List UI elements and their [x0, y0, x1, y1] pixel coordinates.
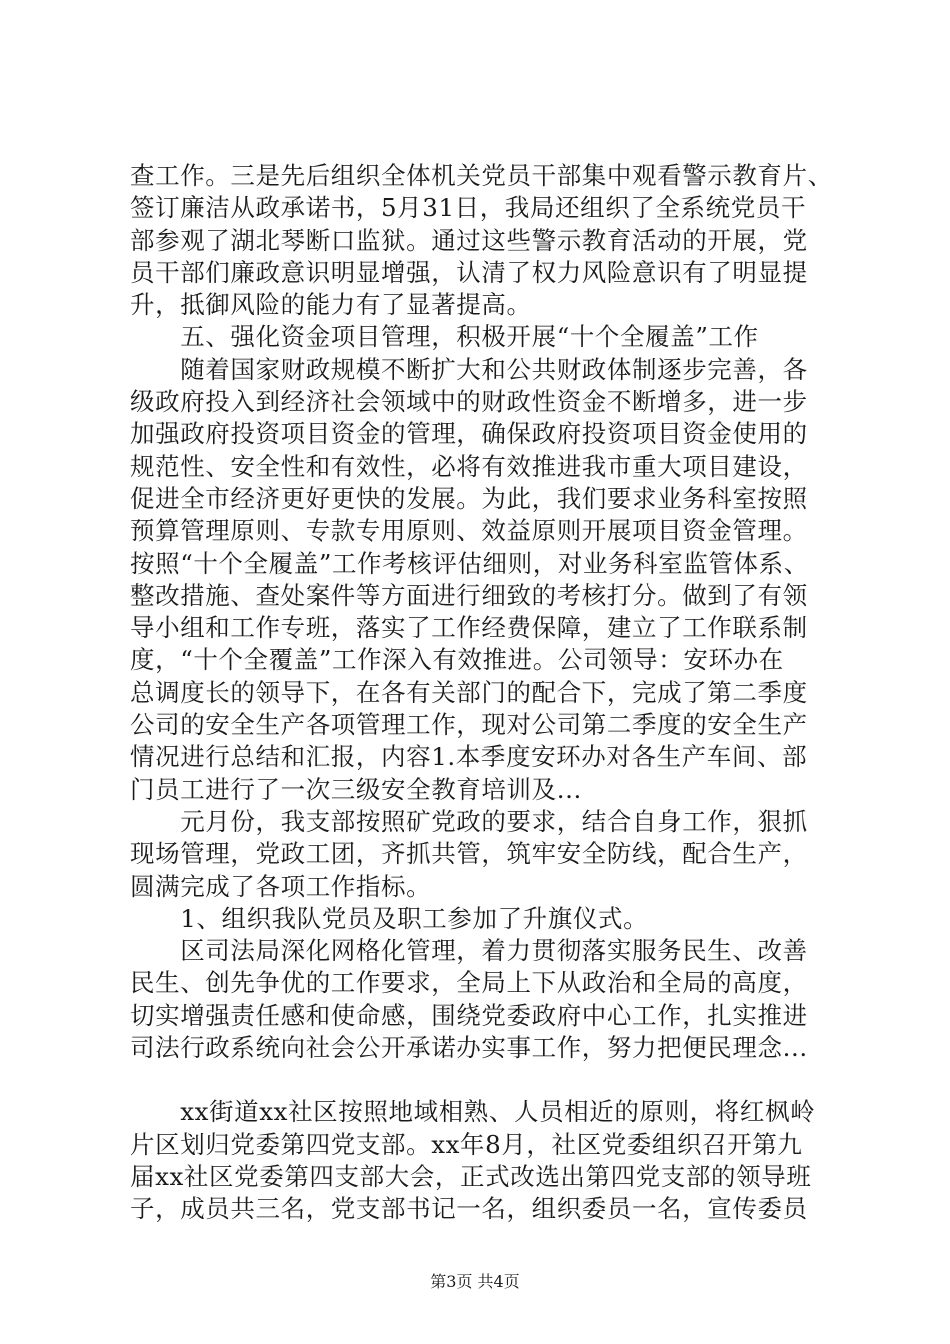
paragraph-gap [130, 1064, 840, 1096]
text-line: 子，成员共三名，党支部书记一名，组织委员一名，宣传委员 [130, 1194, 808, 1224]
text-line: xx街道xx社区按照地域相熟、人员相近的原则，将红枫岭 [130, 1097, 816, 1127]
text-line: 司法行政系统向社会公开承诺办实事工作，努力把便民理念... [130, 1033, 808, 1063]
text-line: 现场管理，党政工团，齐抓共管，筑牢安全防线，配合生产， [130, 839, 808, 869]
text-line: 促进全市经济更好更快的发展。为此，我们要求业务科室按照 [130, 483, 808, 513]
text-line: 按照“十个全履盖”工作考核评估细则，对业务科室监管体系、 [130, 548, 809, 578]
text-line: 民生、创先争优的工作要求，全局上下从政治和全局的高度， [130, 968, 808, 998]
text-line: 员干部们廉政意识明显增强，认清了权力风险意识有了明显提 [130, 257, 808, 287]
text-line: 规范性、安全性和有效性，必将有效推进我市重大项目建设， [130, 451, 808, 481]
text-line: 级政府投入到经济社会领域中的财政性资金不断增多，进一步 [130, 387, 808, 417]
text-line: 公司的安全生产各项管理工作，现对公司第二季度的安全生产 [130, 710, 808, 740]
page-footer: 第3页 共4页 [430, 1272, 520, 1291]
text-line: 升，抵御风险的能力有了显著提高。 [130, 290, 532, 320]
text-line: 届xx社区党委第四支部大会，正式改选出第四党支部的领导班 [130, 1161, 812, 1191]
text-line: 门员工进行了一次三级安全教育培训及... [130, 774, 582, 804]
text-line: 预算管理原则、专款专用原则、效益原则开展项目资金管理。 [130, 516, 808, 546]
document-body [130, 160, 840, 1226]
text-line: 元月份，我支部按照矿党政的要求，结合自身工作，狠抓 [130, 806, 808, 836]
text-line: 情况进行总结和汇报，内容1.本季度安环办对各生产车间、部 [130, 742, 808, 772]
text-line: 片区划归党委第四党支部。xx年8月，社区党委组织召开第九 [130, 1129, 803, 1159]
text-line: 切实增强责任感和使命感，围绕党委政府中心工作，扎实推进 [130, 1000, 808, 1030]
text-line: 圆满完成了各项工作指标。 [130, 871, 432, 901]
text-line: 查工作。三是先后组织全体机关党员干部集中观看警示教育片、 [130, 161, 833, 190]
text-line: 总调度长的领导下，在各有关部门的配合下，完成了第二季度 [130, 677, 808, 707]
text-line: 加强政府投资项目资金的管理，确保政府投资项目资金使用的 [130, 419, 808, 449]
text-line: 导小组和工作专班，落实了工作经费保障，建立了工作联系制 [130, 613, 808, 643]
text-line: 五、强化资金项目管理，积极开展“十个全履盖”工作 [130, 322, 759, 352]
text-line: 区司法局深化网格化管理，着力贯彻落实服务民生、改善 [130, 936, 808, 966]
text-line: 签订廉洁从政承诺书，5月31日，我局还组织了全系统党员干 [130, 193, 807, 223]
text-line: 度，“十个全覆盖”工作深入有效推进。公司领导：安环办在 [130, 645, 784, 675]
text-line: 随着国家财政规模不断扩大和公共财政体制逐步完善，各 [130, 354, 808, 384]
text-line: 1、组织我队党员及职工参加了升旗仪式。 [130, 903, 649, 933]
text-line: 部参观了湖北琴断口监狱。通过这些警示教育活动的开展，党 [130, 225, 808, 255]
text-line: 整改措施、查处案件等方面进行细致的考核打分。做到了有领 [130, 580, 808, 610]
